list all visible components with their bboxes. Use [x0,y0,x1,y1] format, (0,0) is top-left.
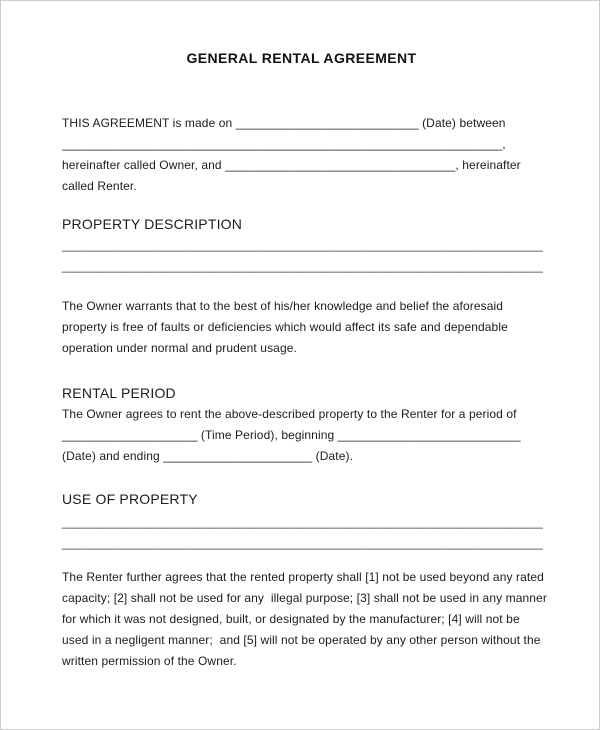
text-line: operation under normal and prudent usage. [62,341,297,355]
time-period-blank-line: ____________________ (Time Period), beginning ___________________________ [62,428,521,442]
blank-fill-line: _______________________________________________________________________ [62,536,543,550]
section-heading-rental-period: RENTAL PERIOD [62,385,176,401]
blank-fill-line: _______________________________________________________________________ [62,238,543,252]
section-heading-property-description: PROPERTY DESCRIPTION [62,216,243,232]
intro-line-date-between: THIS AGREEMENT is made on ___________________________ (Date) between [62,116,506,130]
use-of-property-blanks [62,512,541,554]
text-line: used in a negligent manner; and [5] will not be operated by any other person without the [62,633,541,647]
intro-paragraph [62,113,541,197]
owner-warranty-paragraph [62,296,541,359]
text-line: The Renter further agrees that the rented property shall [1] not be used beyond any rated [62,570,544,584]
text-line: The Owner warrants that to the best of his/her knowledge and belief the aforesaid [62,299,504,313]
renter-name-blank-line: hereinafter called Owner, and __________________________________, hereinafter [62,158,521,172]
blank-fill-line: _______________________________________________________________________ [62,515,543,529]
owner-name-blank-line: _________________________________________________________________, [62,137,506,151]
property-description-blanks [62,235,541,277]
renter-agreement-paragraph [62,567,547,672]
document-title: GENERAL RENTAL AGREEMENT [186,50,417,66]
blank-fill-line: _______________________________________________________________________ [62,259,543,273]
text-line: for which it was not designed, built, or designated by the manufacturer; [4] will not be [62,612,520,626]
intro-line-called-renter: called Renter. [62,179,137,193]
section-heading-use-of-property: USE OF PROPERTY [62,491,198,507]
text-line: property is free of faults or deficiencies which would affect its safe and dependable [62,320,508,334]
end-date-blank-line: (Date) and ending ______________________ (Date). [62,449,354,463]
text-line: capacity; [2] shall not be used for any illegal purpose; [3] shall not be used in any manner [62,591,547,605]
text-line: written permission of the Owner. [62,654,237,668]
rental-period-paragraph [62,404,541,467]
text-line: The Owner agrees to rent the above-described property to the Renter for a period of [62,407,517,421]
